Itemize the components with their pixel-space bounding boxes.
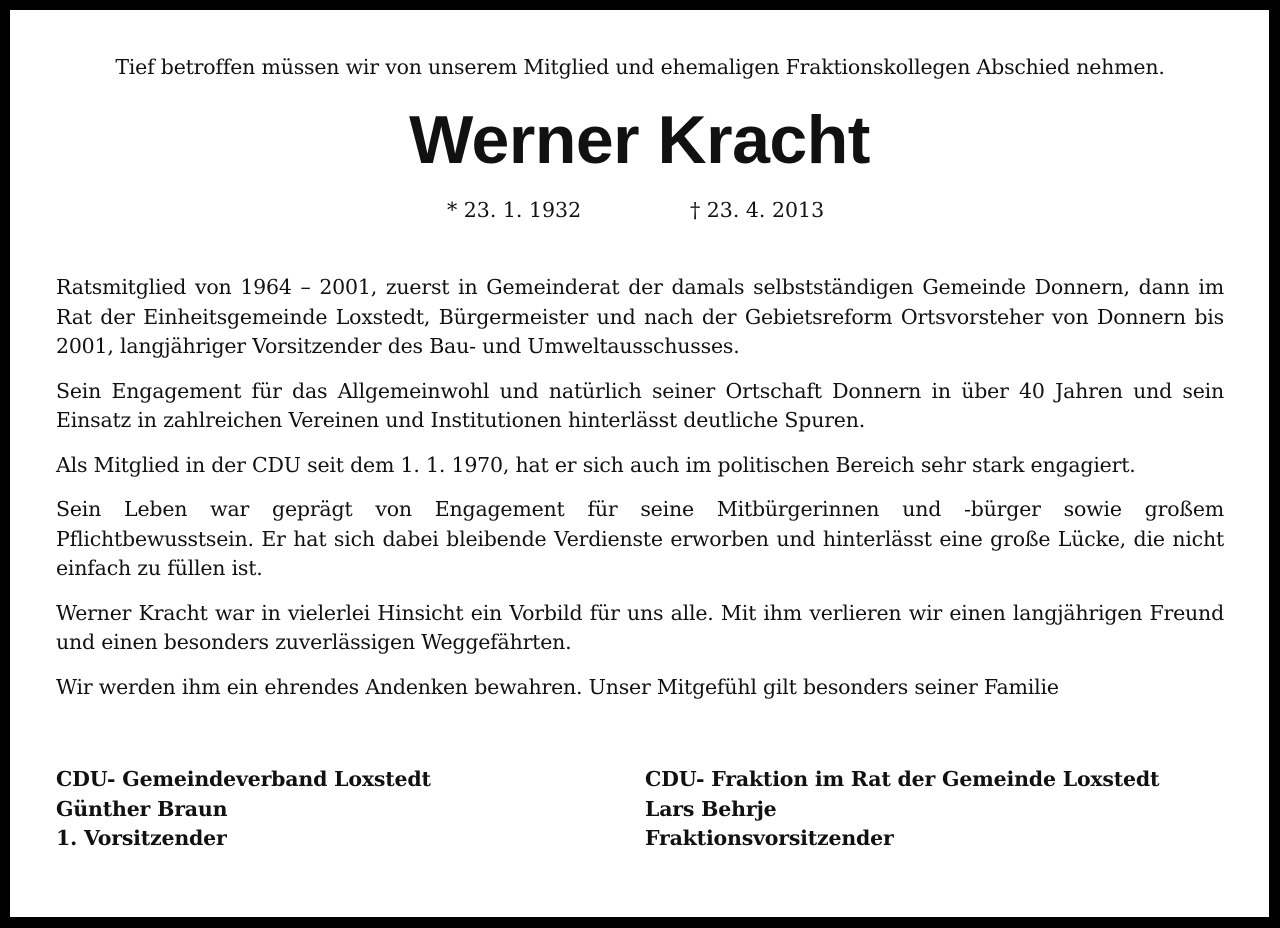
death-date: † 23. 4. 2013 xyxy=(690,198,825,222)
paragraph-role-model: Werner Kracht war in vielerlei Hinsicht ein Vorbild für uns alle. Mit ihm verlieren wir einen langjährigen Freund und einen besonders zuverlässigen Weggefährten. xyxy=(56,600,1224,654)
signature-left-role: 1. Vorsitzender xyxy=(56,826,227,850)
deceased-name: Werner Kracht xyxy=(409,102,870,178)
signature-right-role: Fraktionsvorsitzender xyxy=(645,826,894,850)
signature-right-person: Lars Behrje xyxy=(645,796,777,821)
signature-right-organization: CDU- Fraktion im Rat der Gemeinde Loxstedt xyxy=(645,767,1160,791)
paragraph-condolence: Wir werden ihm ein ehrendes Andenken bewahren. Unser Mitgefühl gilt besonders seiner Familie xyxy=(56,674,1059,699)
obituary-notice xyxy=(10,10,1269,917)
intro-line: Tief betroffen müssen wir von unserem Mitglied und ehemaligen Fraktionskollegen Abschied nehmen. xyxy=(115,55,1165,79)
paragraph-life: Sein Leben war geprägt von Engagement für seine Mitbürgerinnen und -bürger sowie großem Pflichtbewusstsein. Er hat sich dabei bleibende Verdienste erworben und hinterlässt eine große Lücke, die nicht einfach zu füllen ist. xyxy=(56,497,1224,580)
signature-left xyxy=(56,765,431,854)
birth-date: * 23. 1. 1932 xyxy=(447,198,582,222)
signature-left-person: Günther Braun xyxy=(56,796,228,821)
signature-right xyxy=(645,765,1159,854)
life-dates xyxy=(10,195,1269,225)
obituary-body xyxy=(56,273,1224,717)
paragraph-career: Ratsmitglied von 1964 – 2001, zuerst in Gemeinderat der damals selbstständigen Gemeinde Donnern, dann im Rat der Einheitsgemeinde Loxstedt, Bürgermeister und nach der Gebietsreform Ortsvorsteher von Donnern bis 2001, langjähriger Vorsitzender des Bau- und Umweltausschusses. xyxy=(56,275,1224,358)
signatures xyxy=(56,765,1224,865)
paragraph-engagement: Sein Engagement für das Allgemeinwohl und natürlich seiner Ortschaft Donnern in über 40 Jahren und sein Einsatz in zahlreichen Vereinen und Institutionen hinterlässt deutliche Spuren. xyxy=(56,378,1224,432)
paragraph-party: Als Mitglied in der CDU seit dem 1. 1. 1970, hat er sich auch im politischen Bereich sehr stark engagiert. xyxy=(56,452,1136,477)
signature-left-organization: CDU- Gemeindeverband Loxstedt xyxy=(56,767,431,791)
